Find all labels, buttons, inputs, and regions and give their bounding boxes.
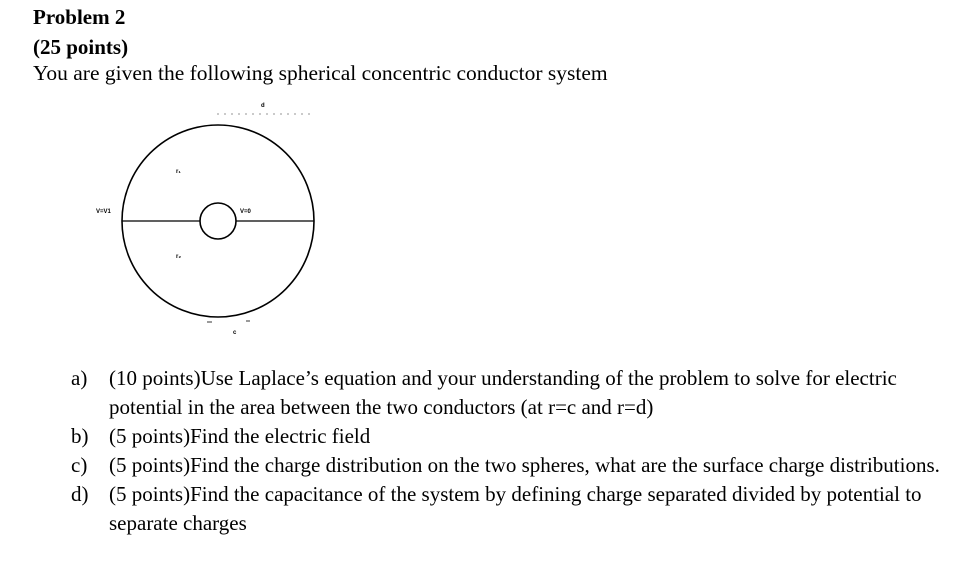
label-outer-potential: V=V1 [96,209,111,215]
problem-intro: You are given the following spherical concentric conductor system [33,61,608,85]
problem-parts-list [71,364,966,538]
part-d [71,480,966,538]
part-a-marker: a) [71,366,88,390]
label-d: d [261,103,265,109]
part-c-marker: c) [71,453,88,477]
label-inner-potential: V=0 [240,209,251,215]
problem-points: (25 points) [33,35,129,59]
label-r1: r₁ [176,169,181,175]
part-b [71,422,966,451]
part-c [71,451,966,480]
part-b-marker: b) [71,424,89,448]
label-c: c [233,330,237,336]
problem-title: Problem 2 [33,5,126,29]
inner-sphere [200,203,236,239]
part-d-marker: d) [71,482,89,506]
part-a-text: (10 points)Use Laplace’s equation and your understanding of the problem to solve for electric potential in the area between the two conductors (at r=c and r=d) [109,366,897,419]
part-b-text: (5 points)Find the electric field [109,424,371,448]
part-d-text: (5 points)Find the capacitance of the system by defining charge separated divided by potential to separate charges [109,482,922,535]
concentric-spheres-diagram [90,95,340,345]
part-c-text: (5 points)Find the charge distribution on the two spheres, what are the surface charge distributions. [109,453,940,477]
label-r2: r₂ [176,254,182,260]
part-a [71,364,966,422]
